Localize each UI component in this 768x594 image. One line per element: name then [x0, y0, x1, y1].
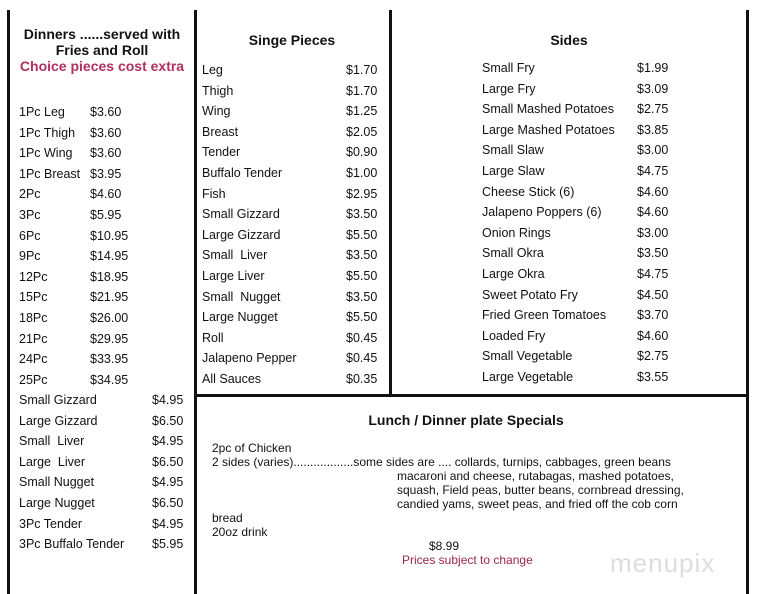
item-price: $26.00: [90, 310, 129, 325]
item-name: Fried Green Tomatoes: [482, 308, 607, 323]
item-price: $3.60: [90, 146, 122, 161]
item-price: $3.09: [637, 81, 669, 96]
item-price: $2.75: [637, 349, 669, 364]
item-name: 3Pc Buffalo Tender: [19, 537, 125, 552]
item-price: $10.95: [90, 228, 129, 243]
item-price: $4.50: [637, 287, 669, 302]
item-price: $3.70: [637, 308, 669, 323]
menu-item: [19, 184, 189, 205]
item-name: Small Slaw: [482, 143, 544, 158]
item-price: $0.90: [346, 145, 378, 160]
menu-item: [202, 348, 387, 369]
specials-line: candied yams, sweet peas, and fried off the cob corn: [397, 497, 678, 511]
item-name: 24Pc: [19, 352, 48, 367]
menu-item: [19, 493, 189, 514]
menu-item: [19, 205, 189, 226]
menu-item: [202, 369, 387, 390]
item-name: Large Vegetable: [482, 369, 574, 384]
menu-item: [482, 202, 742, 223]
item-name: Large Slaw: [482, 163, 545, 178]
item-name: Sweet Potato Fry: [482, 287, 578, 302]
item-price: $0.45: [346, 351, 378, 366]
item-price: $4.60: [637, 184, 669, 199]
item-price: $5.50: [346, 310, 378, 325]
item-name: Breast: [202, 124, 239, 139]
item-price: $3.50: [346, 289, 378, 304]
item-name: Thigh: [202, 83, 234, 98]
item-name: Buffalo Tender: [202, 165, 283, 180]
item-price: $4.75: [637, 163, 669, 178]
item-price: $4.60: [90, 187, 122, 202]
specials-line: 2 sides (varies)..................some sides are .... collards, turnips, cabbages, green beans: [212, 455, 671, 469]
menu-item: [19, 329, 189, 350]
menu-item: [482, 120, 742, 141]
menu-item: [482, 182, 742, 203]
menu-item: [19, 143, 189, 164]
specials-price: $8.99: [429, 539, 460, 553]
menu-item: [19, 246, 189, 267]
menu-item: [482, 58, 742, 79]
item-price: $5.95: [90, 207, 122, 222]
menu-item: [19, 390, 189, 411]
menu-item: [202, 81, 387, 102]
item-name: Small Mashed Potatoes: [482, 102, 615, 117]
sides-title: Sides: [550, 32, 588, 48]
item-name: 25Pc: [19, 372, 48, 387]
menu-item: [202, 225, 387, 246]
item-price: $2.75: [637, 102, 669, 117]
menu-item: [482, 140, 742, 161]
item-name: 2Pc: [19, 187, 41, 202]
item-name: Large Liver: [19, 454, 86, 469]
specials-line: bread: [212, 511, 243, 525]
item-price: $1.00: [346, 165, 378, 180]
item-price: $4.95: [152, 393, 184, 407]
item-name: Small Nugget: [202, 289, 281, 304]
menu-item: [19, 452, 189, 473]
menu-item: [482, 326, 742, 347]
menu-item: [482, 305, 742, 326]
item-name: Small Fry: [482, 61, 535, 75]
menu-item: [202, 101, 387, 122]
menu-item: [202, 245, 387, 266]
item-price: $1.70: [346, 83, 378, 98]
item-price: $6.50: [152, 495, 184, 510]
menu-item: [19, 226, 189, 247]
item-price: $4.75: [637, 266, 669, 281]
item-price: $2.95: [346, 186, 378, 201]
item-price: $21.95: [90, 290, 129, 305]
menu-item: [482, 264, 742, 285]
menu-item: [202, 142, 387, 163]
dinner-extras-list: [19, 390, 189, 555]
item-name: Large Nugget: [202, 310, 278, 325]
item-price: $1.70: [346, 63, 378, 77]
item-price: $3.60: [90, 125, 122, 140]
specials-line: macaroni and cheese, rutabagas, mashed potatoes,: [397, 469, 674, 483]
item-price: $3.55: [637, 369, 669, 384]
item-name: 12Pc: [19, 269, 48, 284]
menu-item: [19, 164, 189, 185]
item-price: $4.95: [152, 434, 184, 449]
single-pieces-list: [202, 60, 387, 390]
menu-item: [19, 102, 189, 123]
menu-item: [19, 514, 189, 535]
menu-item: [19, 123, 189, 144]
item-name: Large Okra: [482, 266, 545, 281]
item-name: Large Fry: [482, 81, 536, 96]
sides-list: [482, 58, 742, 388]
item-price: $1.25: [346, 104, 378, 119]
item-price: $0.35: [346, 371, 378, 386]
item-name: Small Vegetable: [482, 349, 573, 364]
item-price: $18.95: [90, 269, 129, 284]
dinners-title-line1: Dinners ......served with: [23, 26, 181, 42]
item-name: All Sauces: [202, 371, 262, 386]
item-name: 6Pc: [19, 228, 41, 243]
item-name: Wing: [202, 104, 231, 119]
menu-item: [202, 184, 387, 205]
item-name: Large Liver: [202, 268, 265, 283]
item-name: Small Liver: [19, 434, 85, 449]
border-right: [746, 10, 749, 594]
menu-item: [202, 204, 387, 225]
item-price: $3.50: [346, 207, 378, 222]
item-name: Loaded Fry: [482, 328, 546, 343]
divider-dinners: [194, 10, 197, 594]
item-name: Large Mashed Potatoes: [482, 122, 615, 137]
menu-item: [19, 287, 189, 308]
item-price: $33.95: [90, 352, 129, 367]
item-name: Large Nugget: [19, 495, 95, 510]
item-price: $3.00: [637, 225, 669, 240]
item-price: $5.50: [346, 227, 378, 242]
menu-item: [19, 411, 189, 432]
item-price: $3.50: [346, 248, 378, 263]
item-name: Small Nugget: [19, 475, 95, 490]
watermark: menupix: [610, 548, 716, 578]
dinners-title-line2: Fries and Roll: [55, 42, 149, 58]
menu-item: [482, 243, 742, 264]
item-name: Large Gizzard: [202, 227, 281, 242]
divider-specials: [196, 394, 748, 397]
item-name: 18Pc: [19, 310, 48, 325]
item-price: $5.50: [346, 268, 378, 283]
specials-title: Lunch / Dinner plate Specials: [368, 412, 564, 428]
item-price: $29.95: [90, 331, 129, 346]
item-name: Onion Rings: [482, 225, 551, 240]
item-name: 1Pc Breast: [19, 166, 81, 181]
item-price: $6.50: [152, 454, 184, 469]
menu-item: [19, 431, 189, 452]
menu-item: [19, 472, 189, 493]
item-name: 9Pc: [19, 249, 41, 264]
menu-item: [482, 367, 742, 388]
price-disclaimer: Prices subject to change: [402, 553, 533, 567]
item-price: $3.50: [637, 246, 669, 261]
item-name: Small Gizzard: [19, 393, 97, 407]
item-name: Jalapeno Pepper: [202, 351, 297, 366]
specials-line: squash, Field peas, butter beans, cornbread dressing,: [397, 483, 684, 497]
item-name: 21Pc: [19, 331, 48, 346]
item-price: $3.00: [637, 143, 669, 158]
item-price: $34.95: [90, 372, 129, 387]
item-price: $4.60: [637, 328, 669, 343]
menu-item: [482, 346, 742, 367]
item-name: Large Gizzard: [19, 413, 98, 428]
item-name: Tender: [202, 145, 241, 160]
item-price: $0.45: [346, 330, 378, 345]
dinners-note: Choice pieces cost extra: [19, 58, 185, 74]
dinners-list: [19, 102, 189, 390]
item-price: $14.95: [90, 249, 129, 264]
item-price: $4.95: [152, 516, 184, 531]
item-name: Cheese Stick (6): [482, 184, 575, 199]
menu-item: [482, 285, 742, 306]
menu-item: [19, 267, 189, 288]
item-name: Jalapeno Poppers (6): [482, 205, 602, 220]
item-name: 1Pc Thigh: [19, 125, 76, 140]
menu-item: [19, 349, 189, 370]
item-price: $6.50: [152, 413, 184, 428]
menu-item: [202, 287, 387, 308]
menu-item: [482, 79, 742, 100]
menu-item: [482, 161, 742, 182]
border-left: [7, 10, 10, 594]
item-name: 3Pc Tender: [19, 516, 83, 531]
item-price: $1.99: [637, 61, 669, 75]
item-name: Small Liver: [202, 248, 268, 263]
item-name: Fish: [202, 186, 226, 201]
item-name: 1Pc Leg: [19, 105, 65, 119]
menu-item: [19, 308, 189, 329]
item-name: Small Okra: [482, 246, 544, 261]
menu-item: [202, 60, 387, 81]
menu-item: [202, 266, 387, 287]
specials-line: 2pc of Chicken: [212, 441, 292, 455]
item-price: $3.85: [637, 122, 669, 137]
item-price: $3.60: [90, 105, 122, 119]
item-price: $2.05: [346, 124, 378, 139]
item-name: 15Pc: [19, 290, 48, 305]
item-price: $5.95: [152, 537, 184, 552]
menu-item: [202, 163, 387, 184]
item-name: Roll: [202, 330, 224, 345]
menu-item: [202, 122, 387, 143]
item-price: $4.95: [152, 475, 184, 490]
menu-item: [202, 307, 387, 328]
menu-item: [19, 534, 189, 555]
specials-line: 20oz drink: [212, 525, 268, 539]
item-price: $3.95: [90, 166, 122, 181]
menu-item: [19, 370, 189, 391]
item-name: Leg: [202, 63, 223, 77]
menu-item: [202, 328, 387, 349]
dinners-title: [12, 26, 192, 74]
item-name: 3Pc: [19, 207, 41, 222]
menu-item: [482, 223, 742, 244]
item-price: $4.60: [637, 205, 669, 220]
single-pieces-title: Singe Pieces: [248, 32, 336, 48]
item-name: 1Pc Wing: [19, 146, 73, 161]
menu-item: [482, 99, 742, 120]
divider-sides: [389, 10, 392, 396]
item-name: Small Gizzard: [202, 207, 280, 222]
